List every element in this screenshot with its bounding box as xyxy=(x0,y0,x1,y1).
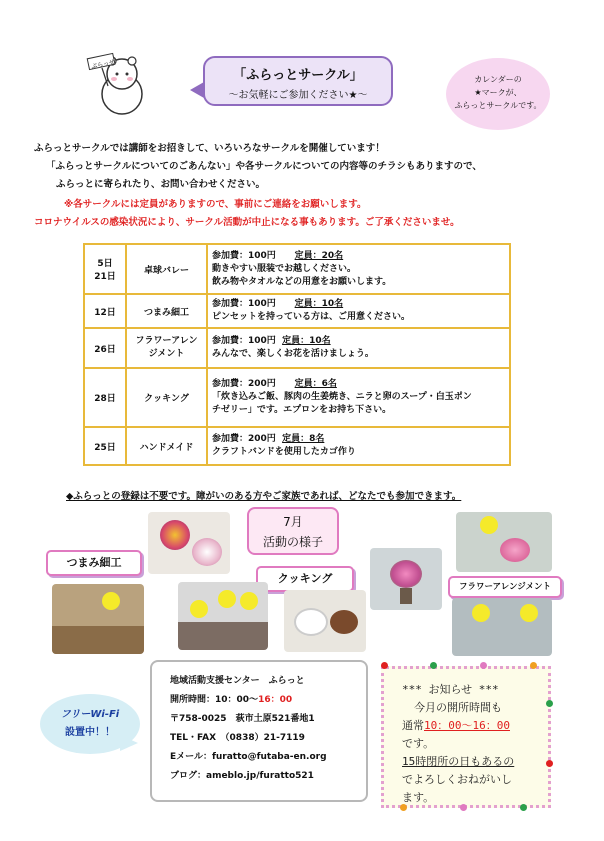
schedule-desc: みんなで、楽しくお花を活けましょう。 xyxy=(212,349,374,359)
face-blur xyxy=(240,592,258,610)
schedule-fee: 参加費：100円 xyxy=(212,299,276,309)
schedule-date: 26日 xyxy=(84,328,126,368)
activity-heading: 活動の様子 xyxy=(262,535,323,549)
hours-prefix: 開所時間：10：00～ xyxy=(170,695,259,705)
calendar-note-bubble xyxy=(446,58,550,130)
news-line: 15時閉所の日もあるの xyxy=(402,755,515,768)
decor-dot xyxy=(460,804,467,811)
intro-line: 「ふらっとサークルについてのごあんない」や各サークルについての内容等のチラシもありますので、 xyxy=(46,161,482,172)
schedule-name: 卓球バレー xyxy=(126,244,207,294)
flower-class-photo-2 xyxy=(452,598,552,656)
registration-note: ◆ふらっとの登録は不要です。障がいのある方やご家族であれば、どなたでも参加できます。 xyxy=(66,491,462,502)
schedule-date: 5日 21日 xyxy=(84,244,126,294)
center-email[interactable]: Eメール：furatto@futaba-en.org xyxy=(170,752,327,762)
center-blog[interactable]: ブログ：ameblo.jp/furatto521 xyxy=(170,771,314,781)
flower-arrangement-photo xyxy=(370,548,442,610)
wifi-bubble xyxy=(40,694,140,754)
wifi-status: 設置中！！ xyxy=(65,727,115,738)
center-address: 〒758-0025 萩市土原521番地1 xyxy=(170,714,315,724)
counter xyxy=(178,622,268,650)
schedule-desc: 「炊き込みご飯、豚肉の生姜焼き、ニラと卵のスープ・白玉ポン チゼリー」です。エプロンをお持ち下さい。 xyxy=(212,392,472,415)
schedule-desc: クラフトバンドを使用したカゴ作り xyxy=(212,447,356,457)
news-line: でよろしくおねがいし xyxy=(402,773,512,786)
warning-line: ※各サークルには定員がありますので、事前にご連絡をお願いします。 xyxy=(64,199,367,210)
decor-dot xyxy=(546,700,553,707)
flower-ornament xyxy=(192,538,222,566)
label-cooking: クッキング xyxy=(256,566,354,592)
mascot-illustration xyxy=(86,46,148,118)
face-blur xyxy=(480,516,498,534)
schedule-row xyxy=(84,244,510,294)
face-blur xyxy=(102,592,120,610)
decor-dot xyxy=(381,662,388,669)
center-tel: TEL・FAX （0838）21-7119 xyxy=(170,733,305,743)
face-blur xyxy=(218,590,236,608)
dish xyxy=(294,608,328,636)
face-blur xyxy=(520,604,538,622)
center-name: 地域活動支援センター ふらっと xyxy=(170,676,305,686)
intro-line: ふらっとサークルでは講師をお招きして、いろいろなサークルを開催しています！ xyxy=(34,143,385,154)
schedule-row xyxy=(84,328,510,368)
schedule-detail xyxy=(207,328,510,368)
news-highlight: 10：00～16：00 xyxy=(424,719,510,732)
news-line: 今月の開所時間も xyxy=(414,701,502,714)
decor-dot xyxy=(430,662,437,669)
decor-dot xyxy=(520,804,527,811)
schedule-detail xyxy=(207,368,510,427)
calendar-note-line: カレンダーの xyxy=(474,75,522,84)
decor-dot xyxy=(480,662,487,669)
calendar-note-line: ★マークが、 xyxy=(474,88,522,97)
vase xyxy=(400,588,412,604)
schedule-row xyxy=(84,427,510,465)
schedule-capacity: 定員：10名 xyxy=(282,336,331,346)
news-line xyxy=(402,717,548,735)
schedule-desc: ピンセットを持っている方は、ご用意ください。 xyxy=(212,312,411,322)
schedule-detail xyxy=(207,244,510,294)
schedule-capacity: 定員：6名 xyxy=(294,379,337,389)
schedule-fee: 参加費：100円 xyxy=(212,250,276,261)
dish xyxy=(330,610,358,634)
mascot-sign-text: ぷらっせ xyxy=(90,58,116,71)
flower-bouquet xyxy=(500,538,530,562)
news-line: です。 xyxy=(402,737,435,750)
schedule-capacity: 定員：8名 xyxy=(282,434,325,444)
schedule-fee: 参加費：200円 xyxy=(212,434,276,444)
schedule-name: クッキング xyxy=(126,368,207,427)
schedule-date: 12日 xyxy=(84,294,126,328)
schedule-date: 25日 xyxy=(84,427,126,465)
schedule-name: ハンドメイド xyxy=(126,427,207,465)
intro-line: ふらっとに寄られたり、お問い合わせください。 xyxy=(56,179,266,190)
schedule-name: フラワーアレン ジメント xyxy=(126,328,207,368)
schedule-date: 28日 xyxy=(84,368,126,427)
decor-dot xyxy=(400,804,407,811)
decor-dot xyxy=(546,760,553,767)
flower-class-photo-1 xyxy=(456,512,552,572)
title-bubble-tail xyxy=(190,82,204,98)
tsumami-class-photo xyxy=(52,584,144,654)
label-tsumami: つまみ細工 xyxy=(46,550,142,576)
schedule-name: つまみ細工 xyxy=(126,294,207,328)
tsumami-craft-photo xyxy=(148,512,230,574)
activity-heading-box xyxy=(247,507,339,555)
page-title: 「ふらっとサークル」 xyxy=(233,68,363,83)
center-hours xyxy=(170,691,366,710)
cooking-photo-1 xyxy=(178,582,268,650)
news-line: ます。 xyxy=(402,791,435,804)
table-surface xyxy=(52,626,144,654)
news-box xyxy=(381,666,551,808)
schedule-row xyxy=(84,294,510,328)
schedule-detail xyxy=(207,427,510,465)
schedule-row xyxy=(84,368,510,427)
label-flower: フラワーアレンジメント xyxy=(448,576,562,598)
news-title: *** お知らせ *** xyxy=(402,683,499,696)
flower-ornament xyxy=(160,520,190,550)
schedule-fee: 参加費：200円 xyxy=(212,379,276,389)
activity-month: 7月 xyxy=(283,515,303,529)
schedule-table xyxy=(83,243,511,466)
schedule-capacity: 定員：20名 xyxy=(294,250,344,261)
schedule-detail xyxy=(207,294,510,328)
center-info-box xyxy=(150,660,368,802)
calendar-note-line: ふらっとサークルです。 xyxy=(454,101,542,110)
cooking-photo-2 xyxy=(284,590,366,652)
flower-bouquet xyxy=(390,560,422,588)
schedule-fee: 参加費：100円 xyxy=(212,336,276,346)
warning-line: コロナウイルスの感染状況により、サークル活動が中止になる事もあります。ご了承くださいませ。 xyxy=(34,217,460,228)
schedule-capacity: 定員：10名 xyxy=(294,299,344,309)
hours-end: 16：00 xyxy=(258,695,293,705)
face-blur xyxy=(472,604,490,622)
news-text: 通常 xyxy=(402,719,424,732)
page-subtitle: ～お気軽にご参加ください★～ xyxy=(228,90,368,101)
decor-dot xyxy=(530,662,537,669)
schedule-desc: 動きやすい服装でお越しください。 飲み物やタオルなどの用意をお願いします。 xyxy=(212,263,392,287)
wifi-title: フリーWi-Fi xyxy=(60,709,120,720)
title-bubble xyxy=(203,56,393,106)
face-blur xyxy=(190,600,208,618)
